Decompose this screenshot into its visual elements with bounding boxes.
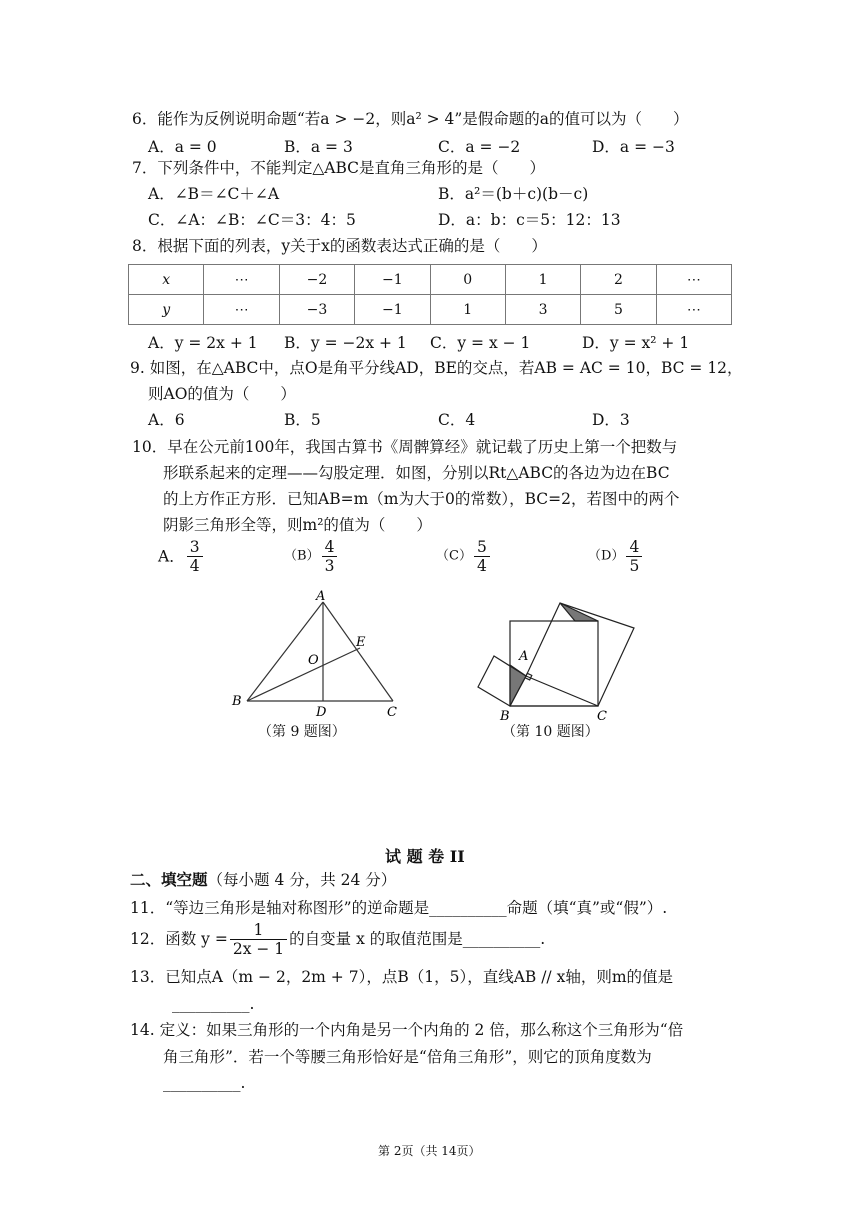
q7-option-a: A．∠B＝∠C＋∠A xyxy=(148,185,280,203)
table-cell: 3 xyxy=(505,295,580,325)
q6-stem: 6．能作为反例说明命题“若a > −2，则a² > 4”是假命题的a的值可以为（ ） xyxy=(132,110,689,128)
table-cell: 5 xyxy=(581,295,656,325)
fraction-numerator: 1 xyxy=(230,921,287,940)
q10-option-a xyxy=(158,538,205,575)
label-a: A xyxy=(316,589,326,604)
q6-option-b: B．a = 3 xyxy=(284,138,353,156)
page-footer: 第 2页（共 14页） xyxy=(378,1144,481,1158)
fraction-denominator: 5 xyxy=(629,557,640,575)
q7-option-b: B．a²＝(b＋c)(b－c) xyxy=(438,185,589,203)
q8-option-a: A．y = 2x + 1 xyxy=(148,334,258,352)
q8-option-b: B．y = −2x + 1 xyxy=(284,334,407,352)
table-cell: ⋯ xyxy=(204,295,279,325)
q8-option-d: D．y = x² + 1 xyxy=(582,334,690,352)
q6-option-d: D．a = −3 xyxy=(592,138,675,156)
q10-line-2: 形联系起来的定理——勾股定理．如图，分别以Rt△ABC的各边为边在BC xyxy=(163,464,670,482)
side-ac xyxy=(323,602,393,701)
q7-option-d: D．a：b：c＝5：12：13 xyxy=(438,211,621,229)
label-c: C xyxy=(387,705,397,720)
table-cell: 1 xyxy=(505,265,580,295)
table-row-y xyxy=(129,295,732,325)
option-label: （D） xyxy=(588,548,625,564)
table-cell: 1 xyxy=(430,295,505,325)
figure-9-diagram xyxy=(225,585,415,720)
table-cell: y xyxy=(129,295,204,325)
q7-option-c: C．∠A：∠B：∠C＝3：4：5 xyxy=(148,211,356,229)
q12-fraction xyxy=(230,921,287,958)
q13-line-2: __________. xyxy=(172,995,255,1013)
table-cell: 2 xyxy=(581,265,656,295)
label-b: B xyxy=(500,709,510,722)
q9-option-d: D．3 xyxy=(592,411,630,429)
q12-text xyxy=(130,920,545,958)
table-cell: x xyxy=(129,265,204,295)
q12-suffix: 的自变量 x 的取值范围是__________. xyxy=(289,930,546,948)
fraction-denominator: 4 xyxy=(189,557,200,575)
fraction-numerator: 3 xyxy=(187,538,203,557)
q8-stem: 8．根据下面的列表，y关于x的函数表达式正确的是（ ） xyxy=(132,237,547,255)
q10-line-3: 的上方作正方形．已知AB=m（m为大于0的常数），BC=2，若图中的两个 xyxy=(163,490,680,508)
table-cell: −1 xyxy=(355,295,430,325)
segment-be xyxy=(247,648,360,701)
label-c: C xyxy=(597,709,607,722)
table-cell: −3 xyxy=(279,295,354,325)
q11-text: 11．“等边三角形是轴对称图形”的逆命题是__________命题（填“真”或“假”）. xyxy=(130,899,668,917)
option-label: （C） xyxy=(436,548,472,564)
q14-line-2: 角三角形”．若一个等腰三角形恰好是“倍角三角形”，则它的顶角度数为 xyxy=(163,1048,652,1066)
q6-option-c: C．a = −2 xyxy=(438,138,521,156)
table-cell: ⋯ xyxy=(656,265,731,295)
option-label: （B） xyxy=(284,548,320,564)
q9-option-b: B．5 xyxy=(284,411,321,429)
q9-line-2: 则AO的值为（ ） xyxy=(148,385,296,403)
figure-10-caption: （第 10 题图） xyxy=(502,724,599,740)
fraction xyxy=(474,538,490,575)
table-cell: ⋯ xyxy=(204,265,279,295)
side-ab xyxy=(247,602,323,701)
fraction-denominator: 3 xyxy=(324,557,335,575)
fraction-numerator: 4 xyxy=(322,538,338,557)
q10-option-d xyxy=(588,538,644,575)
option-label: A． xyxy=(158,547,185,566)
table-cell: −1 xyxy=(355,265,430,295)
label-o: O xyxy=(308,653,319,668)
fraction-denominator: 2x − 1 xyxy=(232,939,285,958)
fraction-denominator: 4 xyxy=(476,557,487,575)
fraction xyxy=(322,538,338,575)
q10-line-1: 10．早在公元前100年，我国古算书《周髀算经》就记载了历史上第一个把数与 xyxy=(132,438,678,456)
q13-line-1: 13．已知点A（m − 2，2m + 7），点B（1，5），直线AB // x轴，则m的值是 xyxy=(130,968,674,986)
q12-prefix: 12．函数 y = xyxy=(130,930,228,948)
table-cell: 0 xyxy=(430,265,505,295)
q10-line-4: 阴影三角形全等，则m²的值为（ ） xyxy=(163,516,432,534)
q7-stem: 7．下列条件中，不能判定△ABC是直角三角形的是（ ） xyxy=(132,159,546,177)
label-d: D xyxy=(316,705,327,720)
section-header xyxy=(130,870,396,890)
table-row-x xyxy=(129,265,732,295)
figure-10-diagram xyxy=(470,598,640,722)
fraction-numerator: 4 xyxy=(626,538,642,557)
q9-option-a: A．6 xyxy=(148,411,185,429)
shaded-triangle-top xyxy=(560,603,598,621)
label-b: B xyxy=(232,694,242,709)
fraction-numerator: 5 xyxy=(474,538,490,557)
q9-option-c: C．4 xyxy=(438,411,476,429)
q14-line-1: 14. 定义：如果三角形的一个内角是另一个内角的 2 倍，那么称这个三角形为“倍 xyxy=(130,1021,684,1039)
section-note: （每小题 4 分，共 24 分） xyxy=(207,871,397,889)
label-a: A xyxy=(519,649,529,664)
table-cell: −2 xyxy=(279,265,354,295)
q14-line-3: __________. xyxy=(163,1074,246,1092)
q9-line-1: 9. 如图，在△ABC中，点O是角平分线AD，BE的交点，若AB = AC = 10，BC = 12， xyxy=(130,359,743,377)
q10-option-c xyxy=(436,538,492,575)
fraction xyxy=(626,538,642,575)
section-title: 二、填空题 xyxy=(130,870,208,889)
table-cell: ⋯ xyxy=(656,295,731,325)
q6-option-a: A．a = 0 xyxy=(148,138,217,156)
q10-option-b xyxy=(284,538,339,575)
label-e: E xyxy=(356,635,366,650)
function-value-table xyxy=(128,264,732,325)
part-2-title: 试 题 卷 II xyxy=(385,847,465,866)
figure-9-caption: （第 9 题图） xyxy=(258,724,346,740)
fraction xyxy=(187,538,203,575)
q8-option-c: C．y = x − 1 xyxy=(430,334,531,352)
